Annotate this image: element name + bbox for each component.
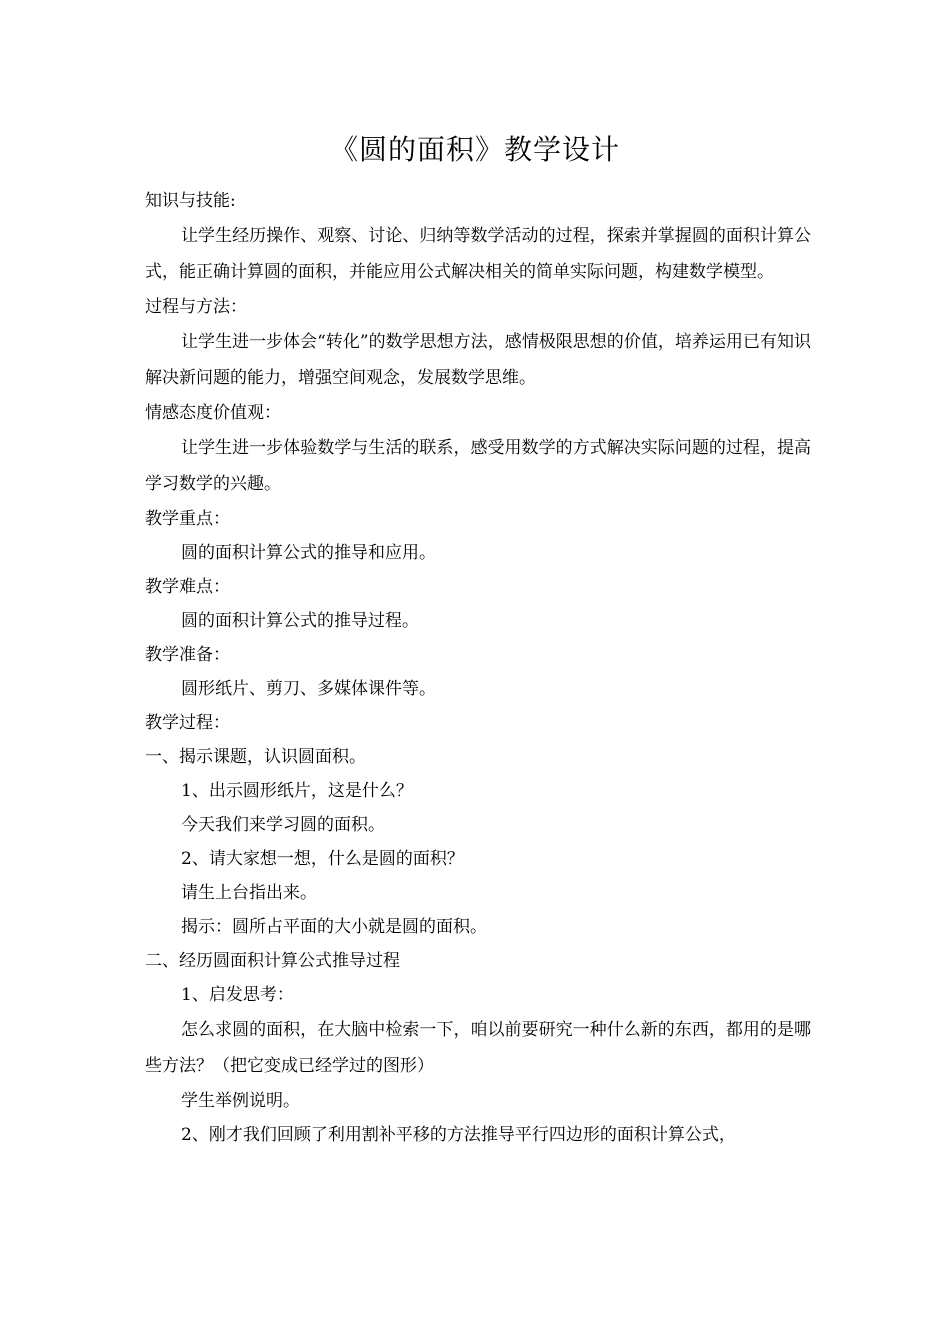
key-point-text: 圆的面积计算公式的推导和应用。	[181, 543, 436, 563]
difficulty-heading: 教学难点：	[145, 577, 230, 597]
part-two-item-1: 1、启发思考：	[181, 985, 294, 1005]
key-point-heading: 教学重点：	[145, 509, 230, 529]
process-paragraph: 让学生进一步体会“转化”的数学思想方法，感情极限思想的价值，培养运用已有知识解决新问题的能力，增强空间观念，发展数学思维。	[145, 332, 811, 388]
part-one-item-2-reveal: 揭示：圆所占平面的大小就是圆的面积。	[181, 917, 487, 937]
part-two-item-1-note: 学生举例说明。	[181, 1091, 300, 1111]
part-two-item-2: 2、刚才我们回顾了利用割补平移的方法推导平行四边形的面积计算公式，	[181, 1125, 736, 1145]
emotion-heading: 情感态度价值观：	[145, 403, 281, 423]
preparation-text: 圆形纸片、剪刀、多媒体课件等。	[181, 679, 436, 699]
preparation-heading: 教学准备：	[145, 645, 230, 665]
knowledge-heading: 知识与技能:	[145, 191, 236, 211]
document-body	[145, 184, 811, 1152]
part-two-item-1-paragraph: 怎么求圆的面积，在大脑中检索一下，咱以前要研究一种什么新的东西，都用的是哪些方法？（把它变成已经学过的图形）	[145, 1020, 811, 1076]
knowledge-paragraph: 让学生经历操作、观察、讨论、归纳等数学活动的过程，探索并掌握圆的面积计算公式，能正确计算圆的面积，并能应用公式解决相关的简单实际问题，构建数学模型。	[145, 226, 811, 282]
part-one-item-1: 1、出示圆形纸片，这是什么？	[181, 781, 413, 801]
procedure-heading: 教学过程：	[145, 713, 230, 733]
emotion-paragraph: 让学生进一步体验数学与生活的联系，感受用数学的方式解决实际问题的过程，提高学习数学的兴趣。	[145, 438, 811, 494]
document-title: 《圆的面积》教学设计	[329, 133, 620, 166]
part-one-title: 一、揭示课题，认识圆面积。	[145, 747, 366, 767]
part-one-item-1-note: 今天我们来学习圆的面积。	[181, 815, 385, 835]
process-heading: 过程与方法：	[145, 297, 247, 317]
part-one-item-2-note: 请生上台指出来。	[181, 883, 317, 903]
part-one-item-2: 2、请大家想一想，什么是圆的面积？	[181, 849, 464, 869]
difficulty-text: 圆的面积计算公式的推导过程。	[181, 611, 419, 631]
part-two-title: 二、经历圆面积计算公式推导过程	[145, 951, 400, 971]
